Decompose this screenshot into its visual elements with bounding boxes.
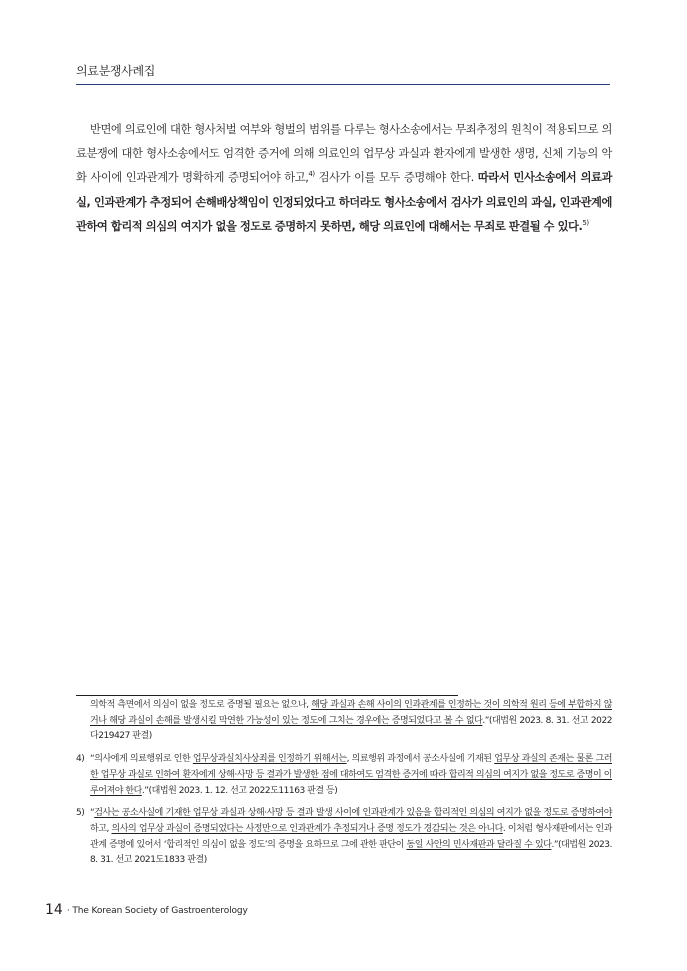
- society-name: · The Korean Society of Gastroenterology: [66, 906, 248, 916]
- footnote-text: , 의료행위 과정에서 공소사실에 기재된: [346, 754, 495, 765]
- footnote-5: [76, 806, 612, 869]
- footnote-underlined-text: 검사는 공소사실에 기재한 업무상 과실과 상해·사망 등 결과 발생 사이에 인과관계가 있음을 합리적인 의심의 여지가 없을 정도로 증명하여야: [94, 808, 612, 819]
- footnote-underlined-text: 업무상과실치사상죄를 인정하기 위해서는: [192, 754, 347, 765]
- footnote-text: “: [90, 808, 95, 819]
- footnote-text: . 이처럼 형사재판에서는 인과관계 증명에 있어서 ‘합리적인 의심이 없을 정도’의 증명을 요하므로 그에 관한 판단이: [90, 823, 612, 850]
- footnote-citation: .”(대법원 2023. 1. 12. 선고 2022도11163 판결 등): [141, 785, 338, 796]
- footnote-underlined-text: 의사의 업무상 과실이 증명되었다는 사정만으로 인과관계가 추정되거나 증명 정도가 경감되는 것은 아니다: [111, 823, 503, 834]
- footnote-number: 4): [76, 754, 85, 765]
- footnote-text: “의사에게 의료행위로 인한: [90, 754, 193, 765]
- footnote-rule: [76, 695, 458, 696]
- footnote-continuation: [76, 698, 612, 745]
- body-sentence-2: 검사가 이를 모두 증명해야 한다.: [314, 171, 478, 185]
- page-number: 14: [45, 902, 63, 918]
- footnote-text: 하고,: [90, 823, 112, 834]
- body-paragraph: [76, 118, 612, 239]
- footnote-4: [76, 752, 612, 799]
- footnote-citation: .”(대법원 2023. 8. 31. 선고 2022다219427 판결): [90, 715, 612, 742]
- footnote-ref-4: 4): [308, 170, 315, 179]
- footnote-citation: .”(대법원 2023. 8. 31. 선고 2021도1833 판결): [90, 839, 612, 866]
- page-footer: [45, 898, 248, 918]
- footnote-underlined-text: 업무상 과실의 존재는 물론 그러한 업무상 과실로 인하여 환자에게 상해·사망 등 결과가 발생한 점에 대하여도 엄격한 증거에 따라 합리적 의심의 여지가 없을 정도로 증명이 이루어져야 한다: [90, 754, 613, 796]
- footnote-underlined-text: 동일 사안의 민사재판과 달라질 수 있다: [406, 839, 552, 850]
- footnotes: [76, 698, 612, 876]
- running-header-title: 의료분쟁사례집: [76, 64, 156, 78]
- header-rule: [76, 84, 610, 85]
- footnote-number: 5): [76, 808, 85, 819]
- footnote-underlined-text: 해당 과실과 손해 사이의 인과관계를 인정하는 것이 의학적 원리 등에 부합하지 않거나 해당 과실이 손해를 발생시킬 막연한 가능성이 있는 정도에 그치는 경우에는 증명되었다고 볼 수 없다: [90, 700, 612, 726]
- body-bold-conclusion: 따라서 민사소송에서 의료과실, 인과관계가 추정되어 손해배상책임이 인정되었다고 하더라도 형사소송에서 검사가 의료인의 과실, 인과관계에 관하여 합리적 의심의 여지가 없을 정도로 증명하지 못하면, 해당 의료인에 대해서는 무죄로 판결될 수 있다.: [76, 171, 612, 233]
- footnote-text: 의학적 측면에서 의심이 없을 정도로 증명될 필요는 없으나,: [90, 700, 312, 710]
- body-sentence-1: 반면에 의료인에 대한 형사처벌 여부와 형벌의 범위를 다루는 형사소송에서는 무죄추정의 원칙이 적용되므로 의료분쟁에 대한 형사소송에서도 엄격한 증거에 의해 의료인의 업무상 과실과 환자에게 발생한 생명, 신체 기능의 악화 사이에 인과관계가 명확하게 증명되어야 하고,: [76, 123, 612, 185]
- footnote-ref-5: 5): [582, 218, 589, 227]
